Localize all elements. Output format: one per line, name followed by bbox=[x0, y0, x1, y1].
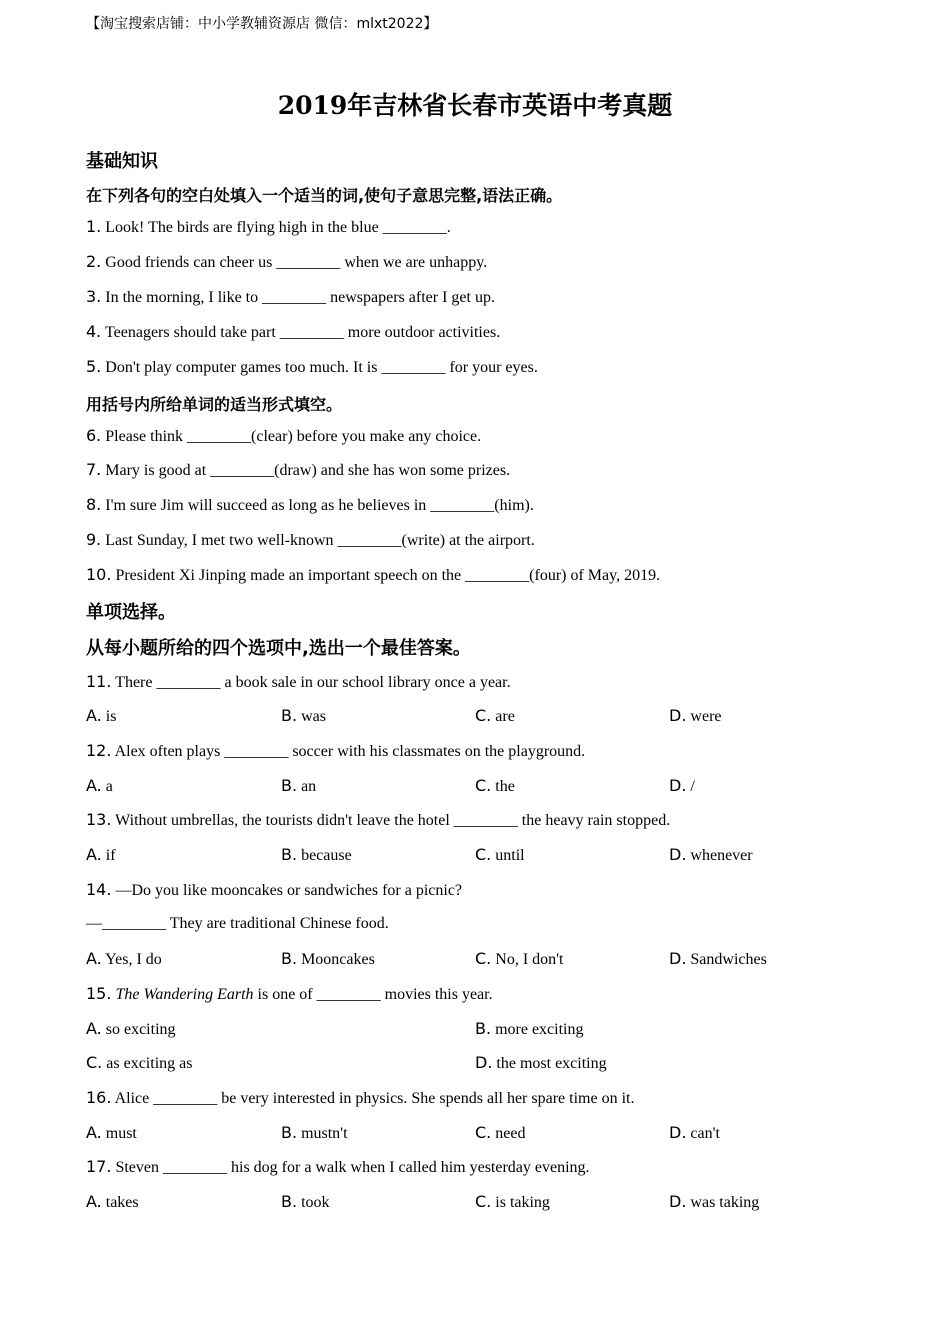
question-text: Alice ________ be very interested in physics. She spends all her spare time on it. bbox=[114, 1090, 635, 1107]
option-b[interactable] bbox=[281, 949, 375, 969]
question-16 bbox=[86, 1088, 634, 1108]
option-text: was bbox=[301, 708, 326, 725]
question-text: President Xi Jinping made an important speech on the bbox=[115, 567, 462, 584]
movie-title: The Wandering Earth bbox=[115, 986, 254, 1003]
question-text: Good friends can cheer us bbox=[105, 254, 273, 271]
option-text: because bbox=[301, 847, 352, 864]
option-a[interactable] bbox=[86, 1192, 139, 1212]
option-text: more exciting bbox=[495, 1021, 584, 1038]
question-text: In the morning, I like to bbox=[105, 289, 259, 306]
option-letter: C. bbox=[475, 1192, 492, 1211]
question-number: 15. bbox=[86, 984, 112, 1003]
question-7 bbox=[86, 460, 510, 480]
option-text: must bbox=[105, 1125, 137, 1142]
option-c[interactable] bbox=[475, 845, 525, 865]
question-5 bbox=[86, 357, 538, 377]
option-letter: B. bbox=[281, 1123, 298, 1142]
option-text: an bbox=[301, 778, 317, 795]
option-d[interactable] bbox=[669, 1123, 720, 1143]
option-text: the bbox=[495, 778, 515, 795]
option-b[interactable] bbox=[475, 1019, 583, 1039]
option-text: the most exciting bbox=[496, 1055, 607, 1072]
question-text-end: . bbox=[446, 219, 451, 236]
question-text-end: newspapers after I get up. bbox=[330, 289, 495, 306]
option-b[interactable] bbox=[281, 1123, 348, 1143]
option-text: need bbox=[495, 1125, 526, 1142]
option-d[interactable] bbox=[669, 845, 753, 865]
option-letter: C. bbox=[86, 1053, 103, 1072]
option-text: are bbox=[495, 708, 515, 725]
option-c[interactable] bbox=[475, 1123, 525, 1143]
question-text: Look! The birds are flying high in the blue bbox=[105, 219, 379, 236]
option-text: if bbox=[105, 847, 116, 864]
option-text: Sandwiches bbox=[690, 951, 767, 968]
question-text: I'm sure Jim will succeed as long as he believes in bbox=[105, 497, 427, 514]
option-d[interactable] bbox=[669, 949, 767, 969]
question-text-end: (him). bbox=[494, 497, 534, 514]
section-heading-basics: 基础知识 bbox=[86, 151, 158, 172]
question-15 bbox=[86, 984, 493, 1004]
question-text: is one of ________ movies this year. bbox=[257, 986, 493, 1003]
question-3 bbox=[86, 287, 495, 307]
question-number: 13. bbox=[86, 810, 112, 829]
answer-blank[interactable]: ________ bbox=[279, 324, 344, 341]
option-letter: B. bbox=[281, 776, 298, 795]
option-letter: C. bbox=[475, 949, 492, 968]
question-text-end: (write) at the airport. bbox=[401, 532, 535, 549]
option-text: is taking bbox=[495, 1194, 550, 1211]
question-text: Teenagers should take part bbox=[104, 324, 276, 341]
question-12 bbox=[86, 741, 585, 761]
option-text: is bbox=[105, 708, 117, 725]
option-letter: A. bbox=[86, 706, 102, 725]
instruction-multiple-choice: 从每小题所给的四个选项中,选出一个最佳答案。 bbox=[86, 638, 471, 659]
option-c[interactable] bbox=[475, 949, 563, 969]
option-b[interactable] bbox=[281, 776, 316, 796]
question-number: 3. bbox=[86, 287, 102, 306]
question-text-end: for your eyes. bbox=[449, 359, 538, 376]
option-text: can't bbox=[690, 1125, 720, 1142]
instruction-fill-blank: 在下列各句的空白处填入一个适当的词,使句子意思完整,语法正确。 bbox=[86, 186, 563, 205]
answer-blank[interactable]: ________ bbox=[187, 428, 252, 445]
option-c[interactable] bbox=[86, 1053, 192, 1073]
option-a[interactable] bbox=[86, 949, 162, 969]
page-title: 2019年吉林省长春市英语中考真题 bbox=[277, 91, 673, 120]
option-text: until bbox=[495, 847, 525, 864]
section-heading-multiple-choice: 单项选择。 bbox=[86, 602, 176, 623]
question-number: 2. bbox=[86, 252, 102, 271]
option-letter: A. bbox=[86, 1123, 102, 1142]
option-letter: C. bbox=[475, 845, 492, 864]
question-text: Alex often plays ________ soccer with his classmates on the playground. bbox=[114, 743, 586, 760]
answer-blank[interactable]: ________ bbox=[276, 254, 341, 271]
question-number: 5. bbox=[86, 357, 102, 376]
option-text: took bbox=[301, 1194, 330, 1211]
answer-blank[interactable]: ________ bbox=[337, 532, 402, 549]
question-10 bbox=[86, 565, 660, 585]
question-text: Please think bbox=[105, 428, 184, 445]
question-number: 16. bbox=[86, 1088, 112, 1107]
question-2 bbox=[86, 252, 487, 272]
option-a[interactable] bbox=[86, 1019, 176, 1039]
option-letter: D. bbox=[669, 706, 687, 725]
option-letter: B. bbox=[475, 1019, 492, 1038]
question-text: Steven ________ his dog for a walk when I called him yesterday evening. bbox=[115, 1159, 590, 1176]
option-d[interactable] bbox=[475, 1053, 607, 1073]
question-text-end: more outdoor activities. bbox=[347, 324, 501, 341]
option-letter: D. bbox=[669, 1123, 687, 1142]
question-text-end: (draw) and she has won some prizes. bbox=[274, 462, 511, 479]
option-a[interactable] bbox=[86, 1123, 137, 1143]
question-14-reply: —________ They are traditional Chinese food. bbox=[86, 915, 389, 932]
question-text: Without umbrellas, the tourists didn't leave the hotel ________ the heavy rain stopped. bbox=[115, 812, 671, 829]
option-text: whenever bbox=[690, 847, 753, 864]
question-4 bbox=[86, 322, 500, 342]
option-letter: A. bbox=[86, 949, 102, 968]
question-17 bbox=[86, 1157, 590, 1177]
answer-blank[interactable]: ________ bbox=[381, 359, 446, 376]
option-text: mustn't bbox=[301, 1125, 348, 1142]
header-note: 【淘宝搜索店铺：中小学教辅资源店 微信：mlxt2022】 bbox=[86, 16, 438, 32]
question-text-end: (clear) before you make any choice. bbox=[251, 428, 482, 445]
option-letter: C. bbox=[475, 776, 492, 795]
option-b[interactable] bbox=[281, 1192, 330, 1212]
question-9 bbox=[86, 530, 535, 550]
option-letter: D. bbox=[475, 1053, 493, 1072]
option-letter: C. bbox=[475, 1123, 492, 1142]
question-number: 8. bbox=[86, 495, 102, 514]
question-number: 1. bbox=[86, 217, 102, 236]
question-1 bbox=[86, 217, 451, 237]
option-text: takes bbox=[105, 1194, 139, 1211]
option-text: was taking bbox=[690, 1194, 760, 1211]
question-text: Mary is good at bbox=[105, 462, 207, 479]
question-number: 7. bbox=[86, 460, 102, 479]
option-c[interactable] bbox=[475, 776, 515, 796]
option-text: a bbox=[105, 778, 113, 795]
option-letter: D. bbox=[669, 949, 687, 968]
option-text: as exciting as bbox=[106, 1055, 193, 1072]
option-text: / bbox=[690, 778, 695, 795]
answer-blank[interactable]: ________ bbox=[262, 289, 327, 306]
question-number: 12. bbox=[86, 741, 112, 760]
option-text: so exciting bbox=[105, 1021, 176, 1038]
option-letter: B. bbox=[281, 706, 298, 725]
question-number: 14. bbox=[86, 880, 112, 899]
question-11 bbox=[86, 672, 511, 692]
question-text: Don't play computer games too much. It is bbox=[105, 359, 378, 376]
option-c[interactable] bbox=[475, 706, 515, 726]
question-number: 4. bbox=[86, 322, 102, 341]
option-b[interactable] bbox=[281, 845, 352, 865]
option-letter: C. bbox=[475, 706, 492, 725]
question-8 bbox=[86, 495, 534, 515]
option-text: No, I don't bbox=[495, 951, 564, 968]
option-letter: B. bbox=[281, 949, 298, 968]
answer-blank[interactable]: ________ bbox=[210, 462, 275, 479]
option-letter: B. bbox=[281, 1192, 298, 1211]
option-letter: D. bbox=[669, 845, 687, 864]
question-text: There ________ a book sale in our school library once a year. bbox=[115, 674, 511, 691]
option-c[interactable] bbox=[475, 1192, 550, 1212]
instruction-word-form: 用括号内所给单词的适当形式填空。 bbox=[86, 395, 343, 414]
question-number: 10. bbox=[86, 565, 112, 584]
question-text: Last Sunday, I met two well-known bbox=[105, 532, 334, 549]
answer-blank[interactable]: ________ bbox=[430, 497, 495, 514]
option-letter: D. bbox=[669, 776, 687, 795]
option-text: Mooncakes bbox=[301, 951, 375, 968]
question-text: —Do you like mooncakes or sandwiches for a picnic? bbox=[115, 882, 463, 899]
option-letter: A. bbox=[86, 845, 102, 864]
option-letter: A. bbox=[86, 776, 102, 795]
question-text-end: (four) of May, 2019. bbox=[529, 567, 661, 584]
option-text: were bbox=[690, 708, 722, 725]
question-6 bbox=[86, 426, 481, 446]
answer-blank[interactable]: ________ bbox=[465, 567, 530, 584]
option-a[interactable] bbox=[86, 845, 116, 865]
option-letter: D. bbox=[669, 1192, 687, 1211]
answer-blank[interactable]: ________ bbox=[382, 219, 447, 236]
option-letter: A. bbox=[86, 1019, 102, 1038]
question-13 bbox=[86, 810, 670, 830]
option-b[interactable] bbox=[281, 706, 326, 726]
question-number: 11. bbox=[86, 672, 112, 691]
option-d[interactable] bbox=[669, 706, 722, 726]
question-number: 6. bbox=[86, 426, 102, 445]
option-d[interactable] bbox=[669, 776, 695, 796]
question-number: 17. bbox=[86, 1157, 112, 1176]
question-number: 9. bbox=[86, 530, 102, 549]
option-a[interactable] bbox=[86, 706, 116, 726]
option-text: Yes, I do bbox=[105, 951, 162, 968]
option-letter: B. bbox=[281, 845, 298, 864]
option-a[interactable] bbox=[86, 776, 113, 796]
question-text-end: when we are unhappy. bbox=[344, 254, 488, 271]
option-d[interactable] bbox=[669, 1192, 759, 1212]
option-letter: A. bbox=[86, 1192, 102, 1211]
question-14 bbox=[86, 880, 462, 900]
